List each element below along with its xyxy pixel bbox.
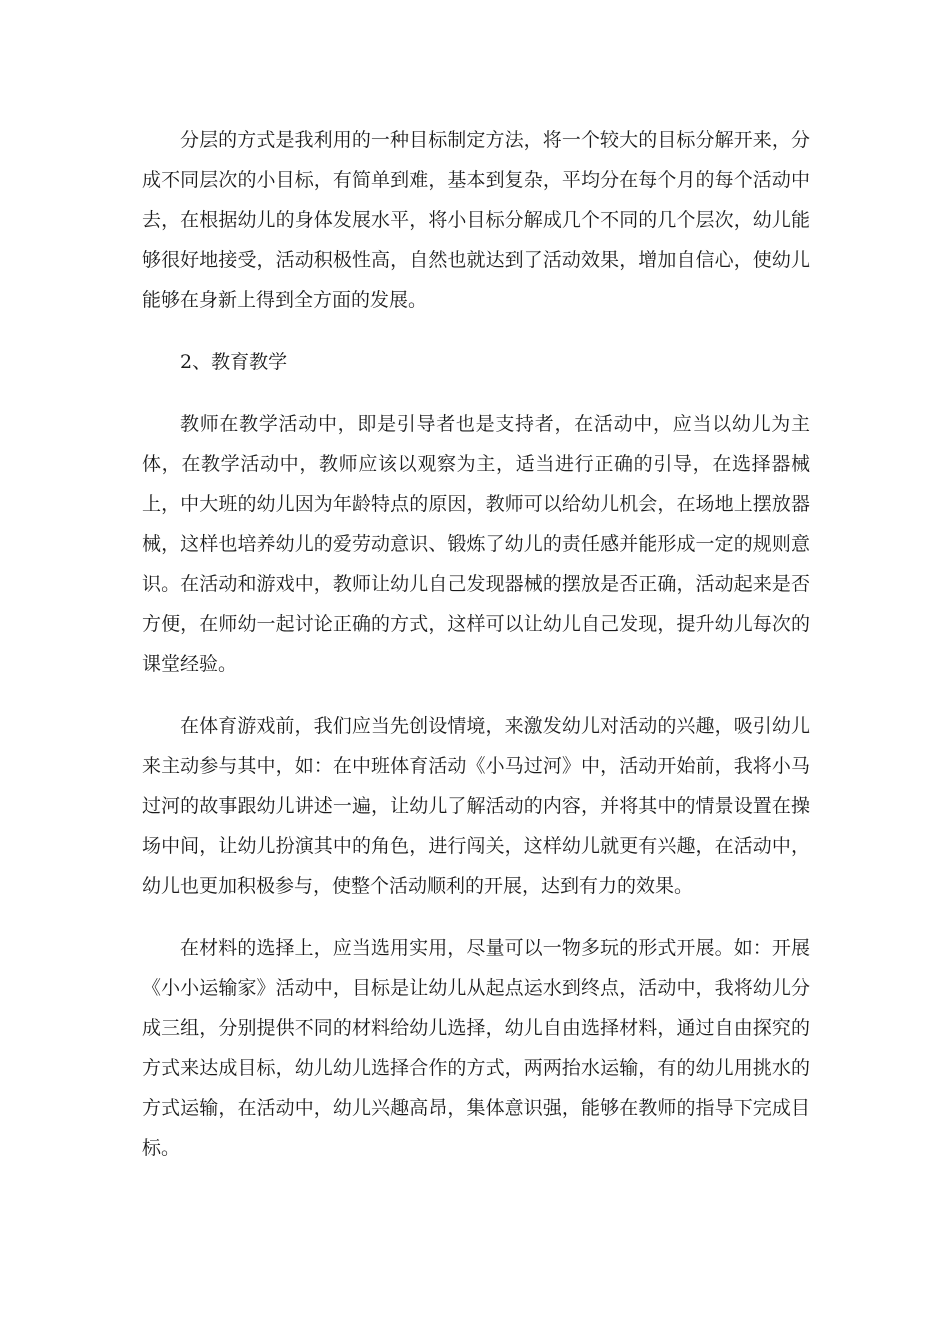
paragraph-sports-game-context: 在体育游戏前，我们应当先创设情境，来激发幼儿对活动的兴趣，吸引幼儿来主动参与其中，如：在中班体育活动《小马过河》中，活动开始前，我将小马过河的故事跟幼儿讲述一遍，让幼儿了解活动的内容，并将其中的情景设置在操场中间，让幼儿扮演其中的角色，进行闯关，这样幼儿就更有兴趣，在活动中，幼儿也更加积极参与，使整个活动顺利的开展，达到有力的效果。 — [142, 715, 810, 897]
document-body — [142, 120, 810, 1190]
paragraph-material-selection: 在材料的选择上，应当选用实用，尽量可以一物多玩的形式开展。如：开展《小小运输家》活动中，目标是让幼儿从起点运水到终点，活动中，我将幼儿分成三组，分别提供不同的材料给幼儿选择，幼儿自由选择材料，通过自由探究的方式来达成目标，幼儿幼儿选择合作的方式，两两抬水运输，有的幼儿用挑水的方式运输，在活动中，幼儿兴趣高昂，集体意识强，能够在教师的指导下完成目标。 — [142, 937, 810, 1159]
paragraph-teacher-role: 教师在教学活动中，即是引导者也是支持者，在活动中，应当以幼儿为主体，在教学活动中，教师应该以观察为主，适当进行正确的引导，在选择器械上，中大班的幼儿因为年龄特点的原因，教师可以给幼儿机会，在场地上摆放器械，这样也培养幼儿的爱劳动意识、锻炼了幼儿的责任感并能形成一定的规则意识。在活动和游戏中，教师让幼儿自己发现器械的摆放是否正确，活动起来是否方便，在师幼一起讨论正确的方式，这样可以让幼儿自己发现，提升幼儿每次的课堂经验。 — [142, 413, 810, 675]
section-heading-education-teaching: 2、教育教学 — [180, 351, 288, 373]
paragraph-layered-goals: 分层的方式是我利用的一种目标制定方法，将一个较大的目标分解开来，分成不同层次的小目标，有简单到难，基本到复杂，平均分在每个月的每个活动中去，在根据幼儿的身体发展水平，将小目标分解成几个不同的几个层次，幼儿能够很好地接受，活动积极性高，自然也就达到了活动效果，增加自信心，使幼儿能够在身新上得到全方面的发展。 — [142, 129, 810, 311]
